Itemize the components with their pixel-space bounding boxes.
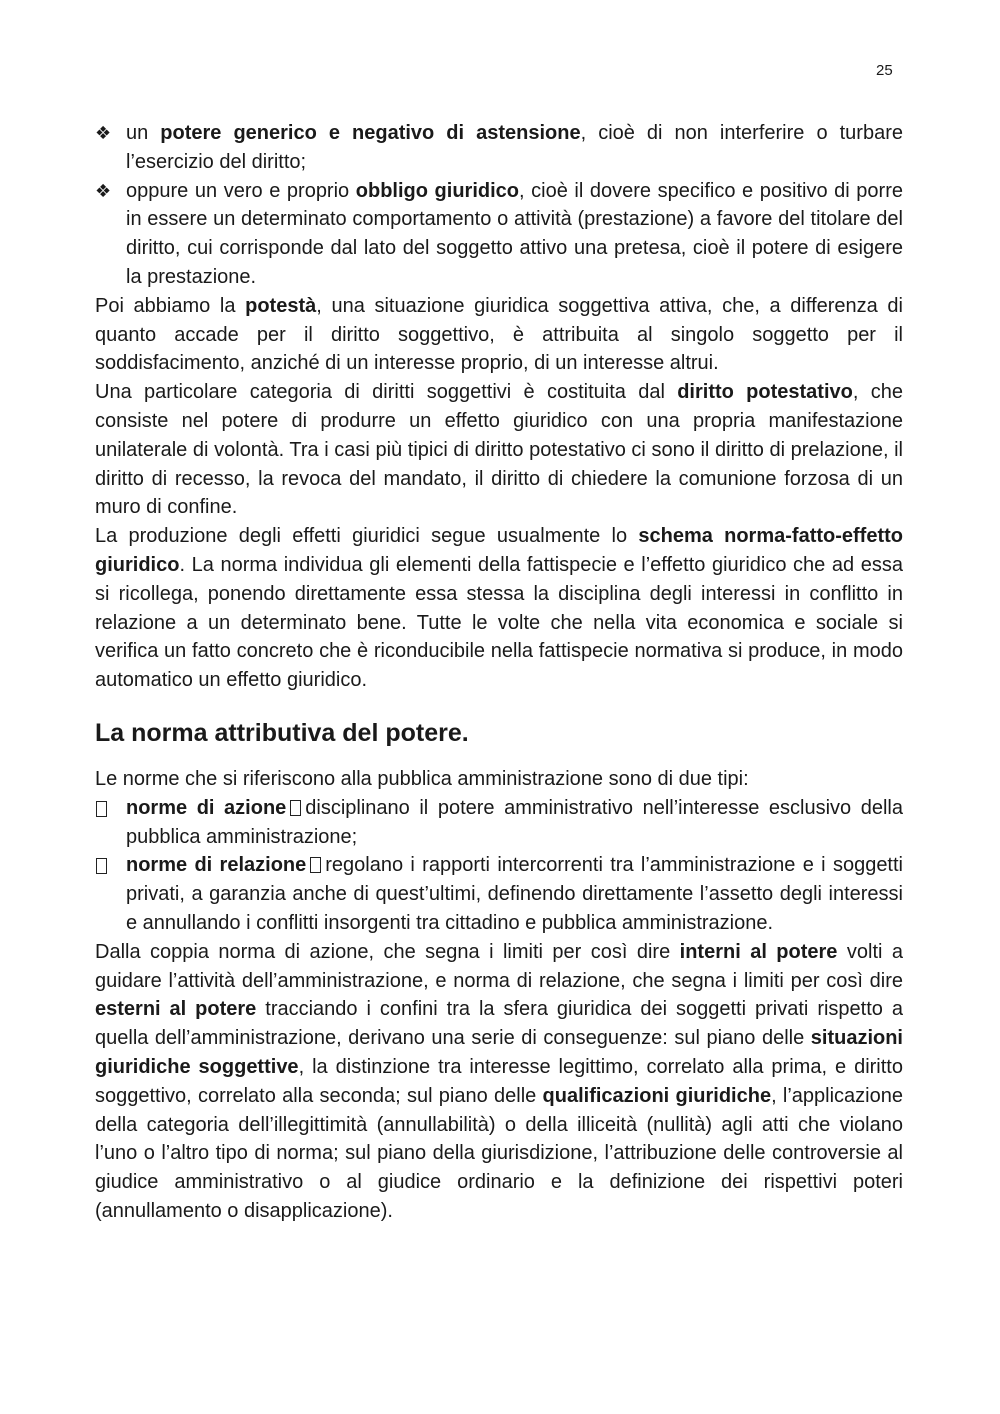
section-heading: La norma attributiva del potere. xyxy=(95,718,469,747)
list-item: ❖ un potere generico e negativo di astensione, cioè di non interferire o turbare l’esercizio del diritto; xyxy=(95,119,903,177)
page-number: 25 xyxy=(876,62,893,79)
paragraph-schema: La produzione degli effetti giuridici segue usualmente lo schema norma-fatto-effetto giuridico. La norma individua gli elementi della fattispecie e l’effetto giuridico che ad essa si ricollega, ponendo direttamente essa stessa la disciplina degli interessi in conflitto in relazione a un determinato bene. Tutte le volte che nella vita economica e sociale si verifica un fatto concreto che è riconducibile nella fattispecie normativa si produce, in modo automatico un effetto giuridico. xyxy=(95,525,903,692)
diamond-bullet-icon: ❖ xyxy=(95,180,112,201)
paragraph-potesta: Poi abbiamo la potestà, una situazione giuridica soggettiva attiva, che, a differenza di quanto accade per il diritto soggettivo, è attribuita al singolo soggetto per il soddisfacimento, anziché di un interesse proprio, di un interesse altrui. xyxy=(95,294,903,375)
box-arrow-icon xyxy=(310,857,321,873)
diamond-bullet-icon: ❖ xyxy=(95,123,112,143)
list-item: norme di azione disciplinano il potere amministrativo nell’interesse esclusivo della pubblica amministrazione; xyxy=(95,794,903,852)
paragraph-intro: Le norme che si riferiscono alla pubblica amministrazione sono di due tipi: xyxy=(95,767,749,790)
box-bullet-icon xyxy=(96,858,107,874)
page-content xyxy=(95,119,903,1226)
paragraph-diritto-potestativo: Una particolare categoria di diritti soggettivi è costituita dal diritto potestativo, che consiste nel potere di produrre un effetto giuridico con una propria manifestazione unilaterale di volontà. Tra i casi più tipici di diritto potestativo ci sono il diritto di prelazione, il diritto di recesso, la revoca del mandato, il diritto di chiedere la comunione forzosa di un muro di confine. xyxy=(95,381,903,519)
list-item: norme di relazione regolano i rapporti intercorrenti tra l’amministrazione e i soggetti privati, a garanzia anche di quest’ultimi, definendo direttamente l’assetto degli interessi e annullando i conflitti insorgenti tra cittadino e pubblica amministrazione. xyxy=(95,851,903,937)
box-arrow-icon xyxy=(290,800,301,816)
list-item: ❖ oppure un vero e proprio obbligo giuridico, cioè il dovere specifico e positivo di porre in essere un determinato comportamento o attività (prestazione) a favore del titolare del diritto, cui corrisponde dal lato del soggetto attivo una pretesa, cioè il potere di esigere la prestazione. xyxy=(95,177,903,292)
box-bullet-icon xyxy=(96,801,107,817)
obligation-list xyxy=(95,119,903,292)
norm-types-list xyxy=(95,794,903,938)
paragraph-consequences: Dalla coppia norma di azione, che segna i limiti per così dire interni al potere volti a guidare l’attività dell’amministrazione, e norma di relazione, che segna i limiti per così dire esterni al potere tracciando i confini tra la sfera giuridica dei soggetti privati rispetto a quella dell’amministrazione, derivano una serie di conseguenze: sul piano delle situazioni giuridiche soggettive, la distinzione tra interesse legittimo, correlato alla prima, e diritto soggettivo, correlato alla seconda; sul piano delle qualificazioni giuridiche, l’applicazione della categoria dell’illegittimità (annullabilità) o della illiceità (nullità) agli atti che violano l’uno o l’altro tipo di norma; sul piano della giurisdizione, l’attribuzione delle controversie al giudice amministrativo o al giudice ordinario e la definizione dei rispettivi poteri (annullamento o disapplicazione). xyxy=(95,940,904,1222)
